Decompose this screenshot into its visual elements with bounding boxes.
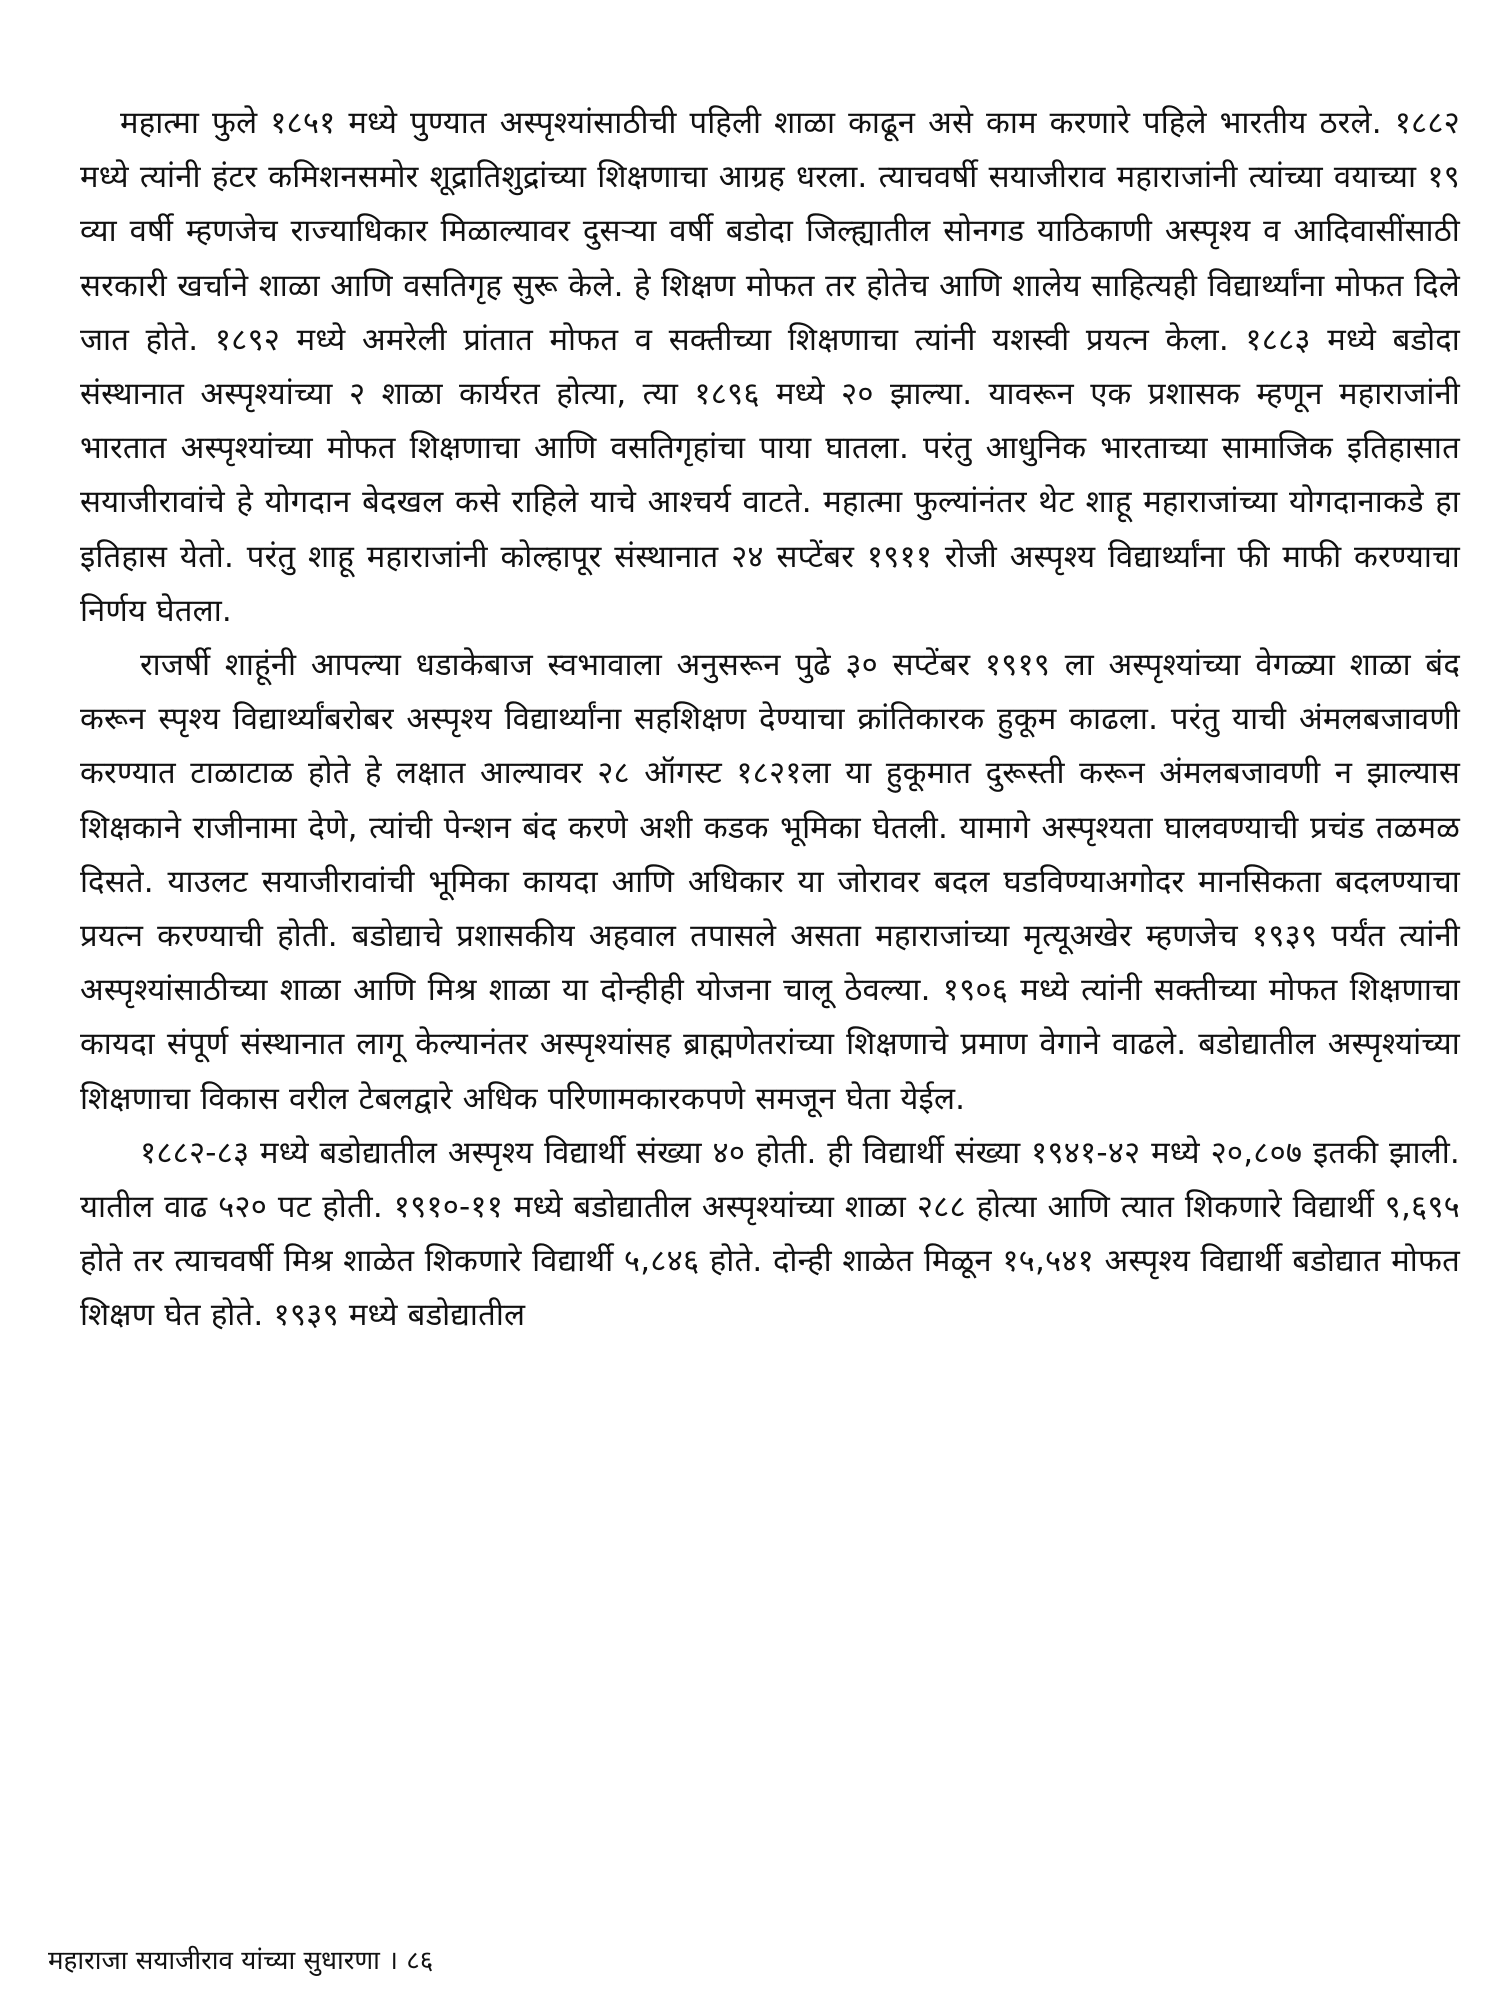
paragraph-3: १८८२-८३ मध्ये बडोद्यातील अस्पृश्य विद्यार्थी संख्या ४० होती. ही विद्यार्थी संख्या १९४१-४२ मध्ये २०,८०७ इतकी झाली. यातील वाढ ५२० पट होती. १९१०-११ मध्ये बडोद्यातील अस्पृश्यांच्या शाळा २८८ होत्या आणि त्यात शिकणारे विद्यार्थी ९,६९५ होते तर त्याचवर्षी मिश्र शाळेत शिकणारे विद्यार्थी ५,८४६ होते. दोन्ही शाळेत मिळून १५,५४१ अस्पृश्य विद्यार्थी बडोद्यात मोफत शिक्षण घेत होते. १९३९ मध्ये बडोद्यातील <box>80 1134 1460 1334</box>
page-footer: महाराजा सयाजीराव यांच्या सुधारणा । ८६ <box>48 1946 434 1976</box>
body-text <box>80 96 1460 1343</box>
paragraph-1: महात्मा फुले १८५१ मध्ये पुण्यात अस्पृश्यांसाठीची पहिली शाळा काढून असे काम करणारे पहिले भारतीय ठरले. १८८२ मध्ये त्यांनी हंटर कमिशनसमोर शूद्रातिशुद्रांच्या शिक्षणाचा आग्रह धरला. त्याचवर्षी सयाजीराव महाराजांनी त्यांच्या वयाच्या १९ व्या वर्षी म्हणजेच राज्याधिकार मिळाल्यावर दुसऱ्या वर्षी बडोदा जिल्ह्यातील सोनगड याठिकाणी अस्पृश्य व आदिवासींसाठी सरकारी खर्चाने शाळा आणि वसतिगृह सुरू केले. हे शिक्षण मोफत तर होतेच आणि शालेय साहित्यही विद्यार्थ्यांना मोफत दिले जात होते. १८९२ मध्ये अमरेली प्रांतात मोफत व सक्तीच्या शिक्षणाचा त्यांनी यशस्वी प्रयत्न केला. १८८३ मध्ये बडोदा संस्थानात अस्पृश्यांच्या २ शाळा कार्यरत होत्या, त्या १८९६ मध्ये २० झाल्या. यावरून एक प्रशासक म्हणून महाराजांनी भारतात अस्पृश्यांच्या मोफत शिक्षणाचा आणि वसतिगृहांचा पाया घातला. परंतु आधुनिक भारताच्या सामाजिक इतिहासात सयाजीरावांचे हे योगदान बेदखल कसे राहिले याचे आश्चर्य वाटते. महात्मा फुल्यांनंतर थेट शाहू महाराजांच्या योगदानाकडे हा इतिहास येतो. परंतु शाहू महाराजांनी कोल्हापूर संस्थानात २४ सप्टेंबर १९११ रोजी अस्पृश्य विद्यार्थ्यांना फी माफी करण्याचा निर्णय घेतला. <box>80 105 1460 629</box>
paragraph-2: राजर्षी शाहूंनी आपल्या धडाकेबाज स्वभावाला अनुसरून पुढे ३० सप्टेंबर १९१९ ला अस्पृश्यांच्या वेगळ्या शाळा बंद करून स्पृश्य विद्यार्थ्यांबरोबर अस्पृश्य विद्यार्थ्यांना सहशिक्षण देण्याचा क्रांतिकारक हुकूम काढला. परंतु याची अंमलबजावणी करण्यात टाळाटाळ होते हे लक्षात आल्यावर २८ ऑगस्ट १८२१ला या हुकूमात दुरूस्ती करून अंमलबजावणी न झाल्यास शिक्षकाने राजीनामा देणे, त्यांची पेन्शन बंद करणे अशी कडक भूमिका घेतली. यामागे अस्पृश्यता घालवण्याची प्रचंड तळमळ दिसते. याउलट सयाजीरावांची भूमिका कायदा आणि अधिकार या जोरावर बदल घडविण्याअगोदर मानसिकता बदलण्याचा प्रयत्न करण्याची होती. बडोद्याचे प्रशासकीय अहवाल तपासले असता महाराजांच्या मृत्यूअखेर म्हणजेच १९३९ पर्यंत त्यांनी अस्पृश्यांसाठीच्या शाळा आणि मिश्र शाळा या दोन्हीही योजना चालू ठेवल्या. १९०६ मध्ये त्यांनी सक्तीच्या मोफत शिक्षणाचा कायदा संपूर्ण संस्थानात लागू केल्यानंतर अस्पृश्यांसह ब्राह्मणेतरांच्या शिक्षणाचे प्रमाण वेगाने वाढले. बडोद्यातील अस्पृश्यांच्या शिक्षणाचा विकास वरील टेबलद्वारे अधिक परिणामकारकपणे समजून घेता येईल. <box>80 647 1460 1117</box>
